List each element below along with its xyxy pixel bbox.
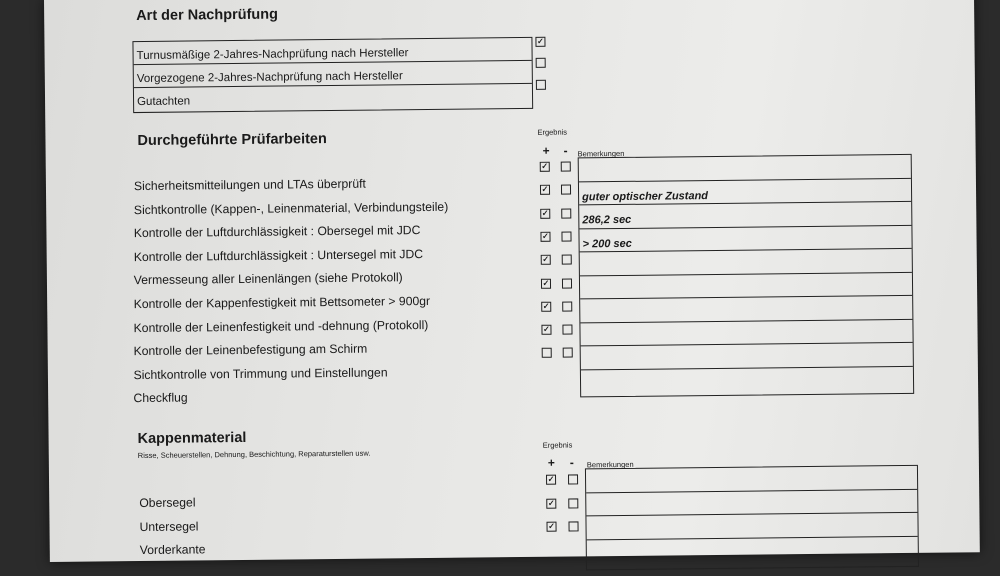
work-minus-checkbox[interactable] xyxy=(562,301,572,311)
work-remark-row[interactable] xyxy=(580,295,912,322)
work-remark-row[interactable] xyxy=(581,342,913,369)
canopy-minus-header: - xyxy=(569,455,574,470)
inspection-form-page xyxy=(44,0,980,562)
canopy-plus-checkbox[interactable] xyxy=(546,498,556,508)
work-minus-checkbox[interactable] xyxy=(561,161,571,171)
work-minus-header: - xyxy=(563,143,568,158)
work-remark-row[interactable] xyxy=(580,271,912,298)
work-heading: Durchgeführte Prüfarbeiten xyxy=(137,131,327,150)
work-minus-checkbox[interactable] xyxy=(561,185,571,195)
canopy-heading: Kappenmaterial xyxy=(137,429,247,448)
work-item-label: Kontrolle der Luftdurchlässigkeit : Obersegel mit JDC xyxy=(133,223,421,241)
canopy-result-label: Ergebnis xyxy=(542,440,573,450)
work-remark-row[interactable]: guter optischer Zustand xyxy=(579,177,911,204)
work-minus-checkbox[interactable] xyxy=(562,325,572,335)
work-minus-checkbox[interactable] xyxy=(563,348,573,358)
inspection-type-option: Vorgezogene 2-Jahres-Nachprüfung nach Hersteller xyxy=(134,60,532,87)
work-item-label: Sicherheitsmitteilungen und LTAs überprüft xyxy=(133,176,366,194)
work-minus-checkbox[interactable] xyxy=(561,208,571,218)
inspection-type-checkbox[interactable] xyxy=(536,58,546,68)
canopy-item-label: Obersegel xyxy=(139,495,196,511)
canopy-minus-checkbox[interactable] xyxy=(568,474,578,484)
canopy-remarks-label: Bemerkungen xyxy=(586,459,634,470)
work-minus-checkbox[interactable] xyxy=(562,278,572,288)
canopy-item-label: Untersegel xyxy=(139,518,199,534)
inspection-type-checkbox[interactable] xyxy=(536,80,546,90)
inspection-type-heading: Art der Nachprüfung xyxy=(136,6,279,25)
canopy-item-label: Vorderkante xyxy=(139,542,206,558)
work-plus-header: + xyxy=(542,143,550,158)
work-item-label: Kontrolle der Kappenfestigkeit mit Bettsometer > 900gr xyxy=(133,293,431,312)
canopy-remarks-table xyxy=(585,465,919,570)
canopy-remark-row[interactable] xyxy=(587,535,918,562)
work-remark-row[interactable]: 286,2 sec xyxy=(579,201,911,228)
work-item-label: Kontrolle der Leinenfestigkeit und -dehnung (Protokoll) xyxy=(133,317,429,335)
work-plus-checkbox[interactable] xyxy=(541,278,551,288)
work-plus-checkbox[interactable] xyxy=(540,208,550,218)
work-remark-row[interactable] xyxy=(580,248,912,275)
canopy-plus-checkbox[interactable] xyxy=(546,475,556,485)
canopy-minus-checkbox[interactable] xyxy=(568,498,578,508)
work-remarks-label: Bemerkungen xyxy=(577,148,625,159)
work-minus-checkbox[interactable] xyxy=(562,255,572,265)
canopy-minus-checkbox[interactable] xyxy=(568,521,578,531)
inspection-type-table xyxy=(132,37,533,113)
work-item-label: Vermesseung aller Leinenlängen (siehe Protokoll) xyxy=(133,270,403,288)
work-remark-row[interactable] xyxy=(580,318,912,345)
work-item-label: Checkflug xyxy=(133,390,188,406)
work-remark-row[interactable]: > 200 sec xyxy=(579,224,911,251)
canopy-plus-checkbox[interactable] xyxy=(546,522,556,532)
canopy-plus-header: + xyxy=(547,455,555,470)
work-remarks-table xyxy=(578,154,914,397)
work-plus-checkbox[interactable] xyxy=(541,325,551,335)
work-item-label: Kontrolle der Luftdurchlässigkeit : Untersegel mit JDC xyxy=(133,246,424,264)
work-remark-row[interactable] xyxy=(581,365,913,397)
canopy-remark-row[interactable] xyxy=(586,512,917,539)
work-plus-checkbox[interactable] xyxy=(541,255,551,265)
work-plus-checkbox[interactable] xyxy=(541,302,551,312)
work-minus-checkbox[interactable] xyxy=(561,231,571,241)
work-plus-checkbox[interactable] xyxy=(540,185,550,195)
work-result-label: Ergebnis xyxy=(537,127,568,137)
work-plus-checkbox[interactable] xyxy=(542,348,552,358)
work-item-label: Sichtkontrolle (Kappen-, Leinenmaterial, Verbindungsteile) xyxy=(133,199,449,217)
work-item-label: Sichtkontrolle von Trimmung und Einstellungen xyxy=(133,365,388,382)
work-item-label: Kontrolle der Leinenbefestigung am Schirm xyxy=(133,341,368,359)
work-plus-checkbox[interactable] xyxy=(540,162,550,172)
inspection-type-option: Turnusmäßige 2-Jahres-Nachprüfung nach Hersteller xyxy=(136,47,409,63)
canopy-subheading: Risse, Scheuerstellen, Dehnung, Beschichtung, Reparaturstellen usw. xyxy=(137,448,371,461)
canopy-remark-row[interactable] xyxy=(586,488,917,515)
inspection-type-checkbox[interactable] xyxy=(535,37,545,47)
inspection-type-option: Gutachten xyxy=(134,83,532,110)
work-plus-checkbox[interactable] xyxy=(540,232,550,242)
